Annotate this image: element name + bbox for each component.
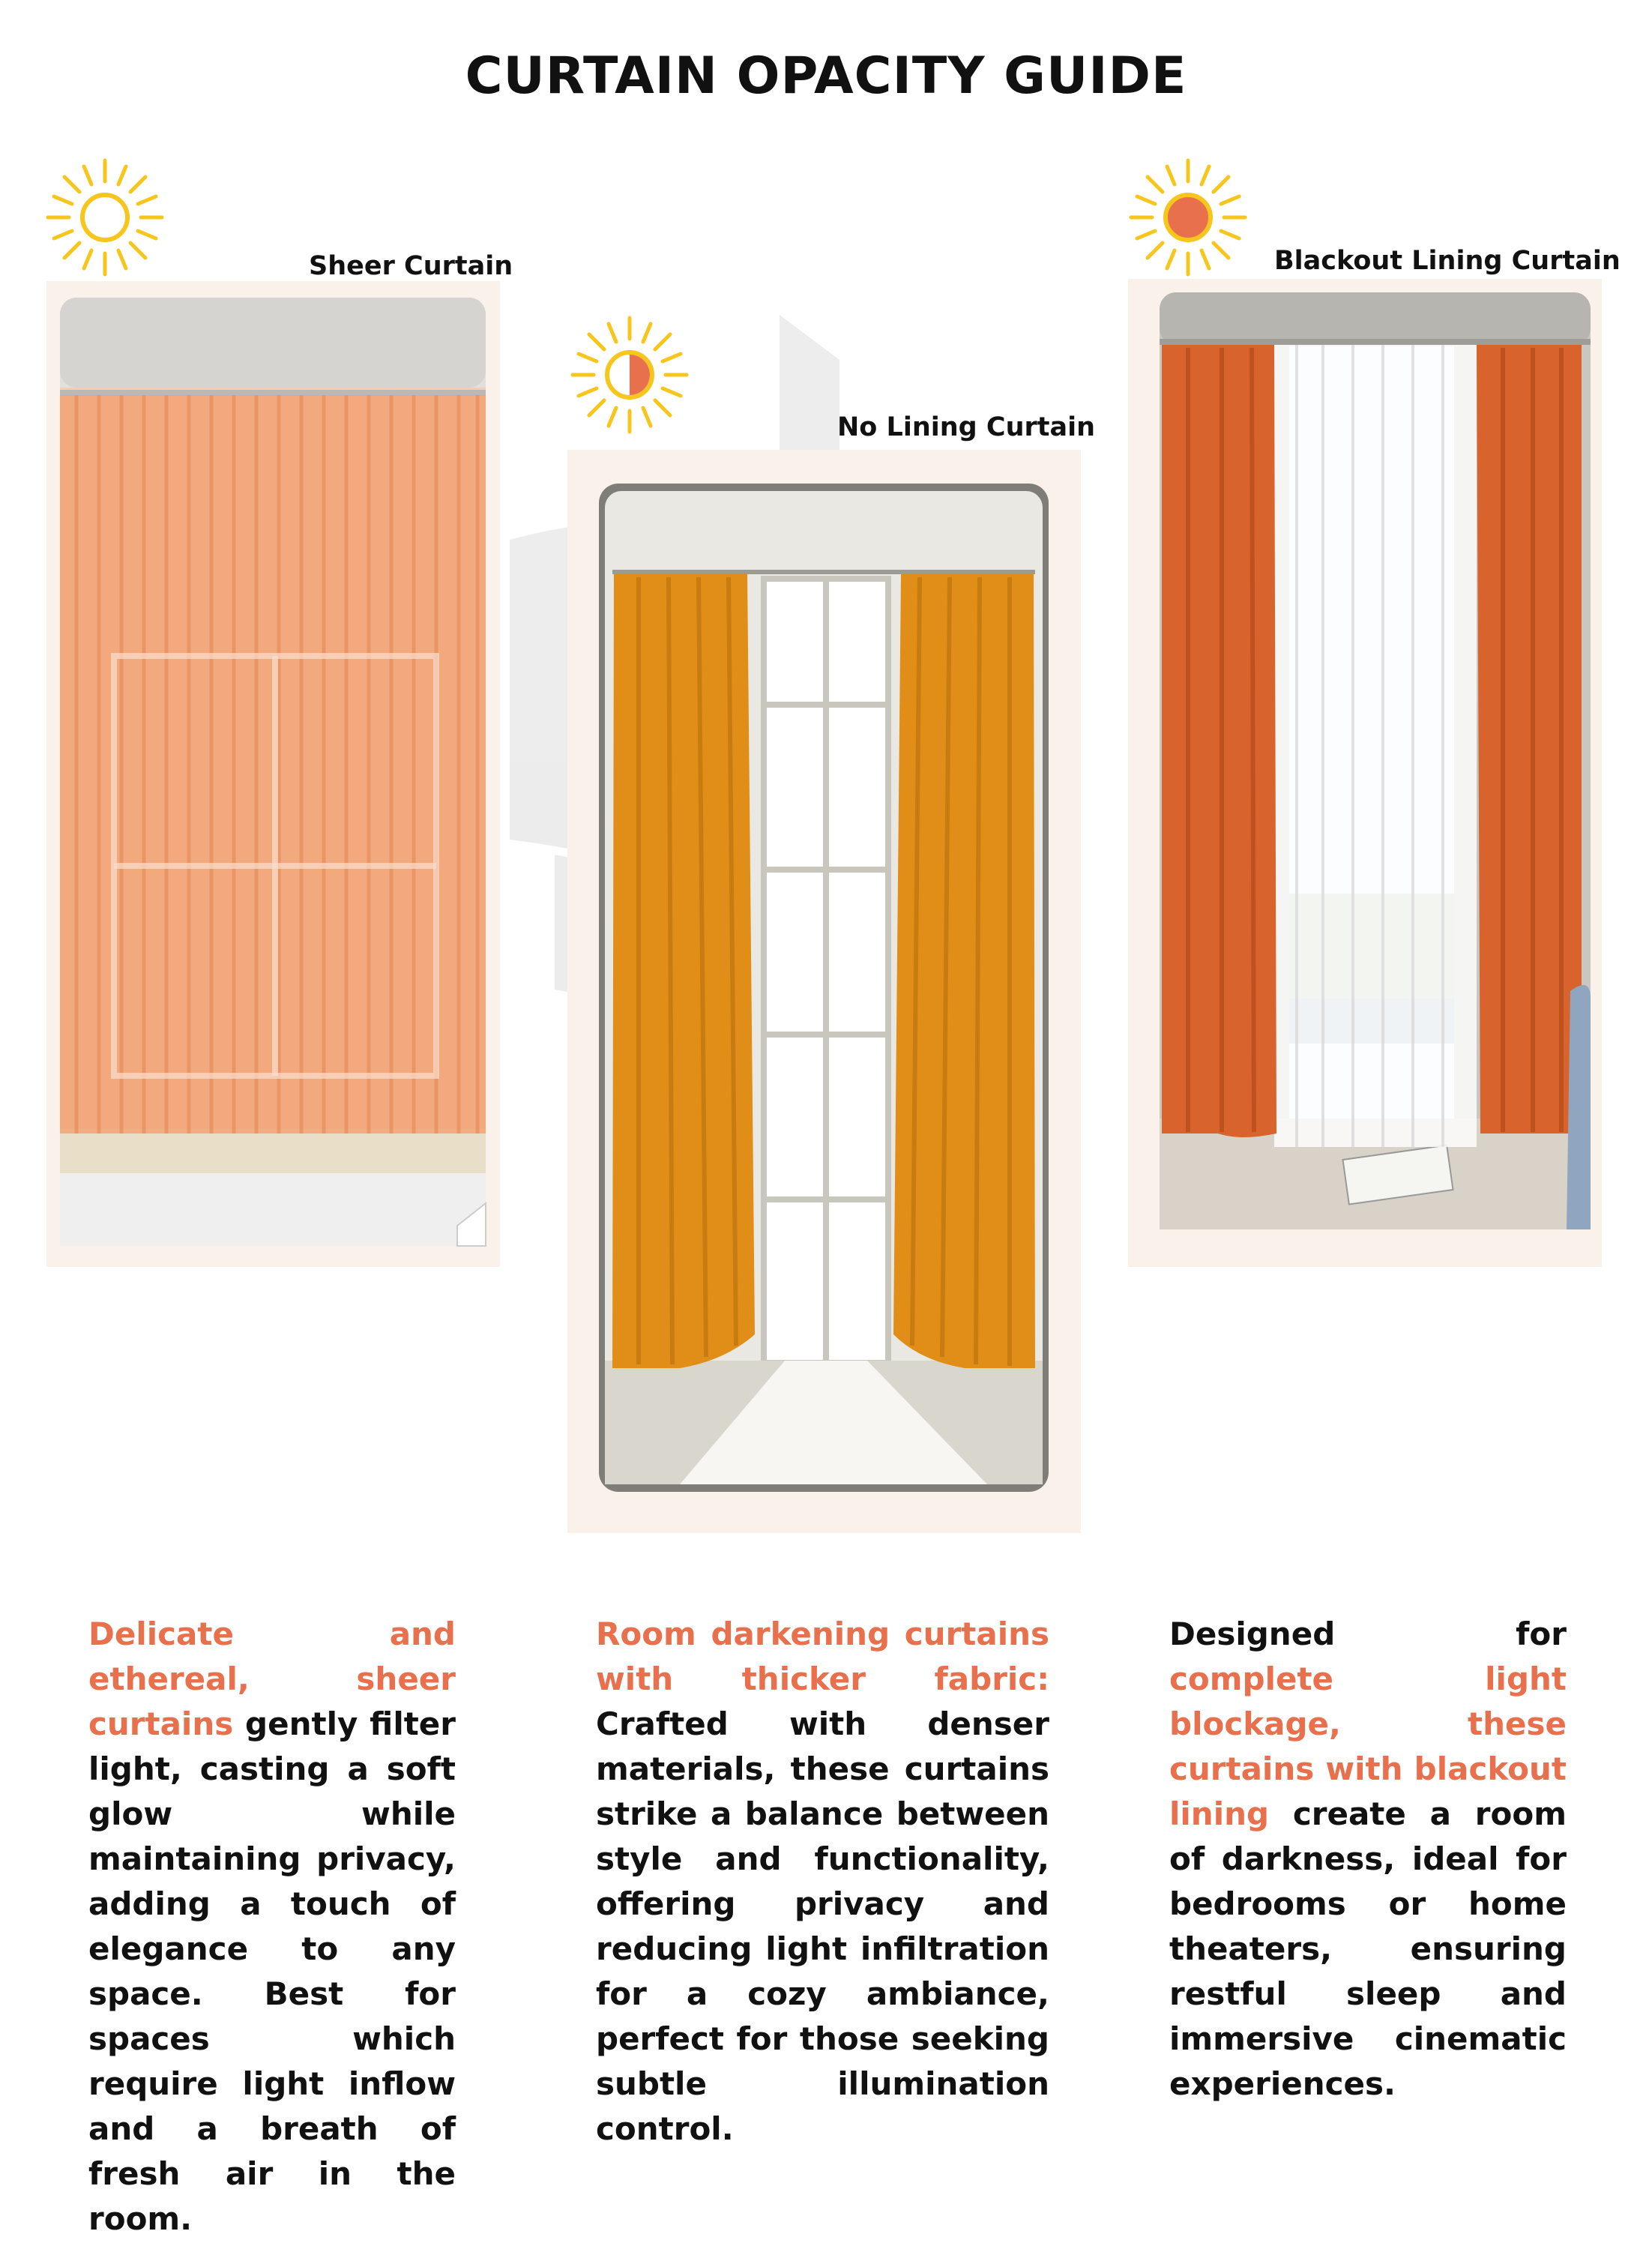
- no-lining-description-highlight: Room darkening curtains with thicker fabric:: [596, 1616, 1049, 1697]
- blackout-curtain-description: [1169, 1612, 1567, 2107]
- blackout-lining-curtain-image: [1128, 279, 1602, 1267]
- sun-half-filled-icon: [570, 315, 690, 435]
- blackout-description-highlight: complete light blockage, these curtains with blackout lining: [1169, 1661, 1567, 1832]
- blackout-description-lead: Designed for: [1169, 1616, 1567, 1652]
- sheer-curtain-description: [88, 1612, 456, 2242]
- sun-filled-icon: [1128, 157, 1248, 277]
- caption-blackout-lining-curtain: Blackout Lining Curtain: [1274, 246, 1621, 276]
- sheer-description-body: gently filter light, casting a soft glow while maintaining privacy, adding a touch of elegance to any space. Best for spaces which require light inflow and a breath of fresh air in the room.: [88, 1705, 456, 2237]
- no-lining-curtain-description: [596, 1612, 1049, 2152]
- sheer-description-highlight: Delicate and ethereal, sheer curtains: [88, 1616, 456, 1742]
- sheer-curtain-image: [46, 281, 500, 1267]
- no-lining-description-body: Crafted with denser materials, these curtains strike a balance between style and functionality, offering privacy and reducing light infiltration for a cozy ambiance, perfect for those seeking subtle illumination control.: [596, 1705, 1049, 2147]
- no-lining-curtain-image: [567, 450, 1081, 1533]
- caption-sheer-curtain: Sheer Curtain: [309, 251, 513, 281]
- blackout-description-body: create a room of darkness, ideal for bedrooms or home theaters, ensuring restful sleep and immersive cinematic experiences.: [1169, 1795, 1567, 2102]
- page-title: CURTAIN OPACITY GUIDE: [465, 46, 1187, 106]
- sun-outline-icon: [45, 157, 165, 277]
- caption-no-lining-curtain: No Lining Curtain: [837, 412, 1096, 442]
